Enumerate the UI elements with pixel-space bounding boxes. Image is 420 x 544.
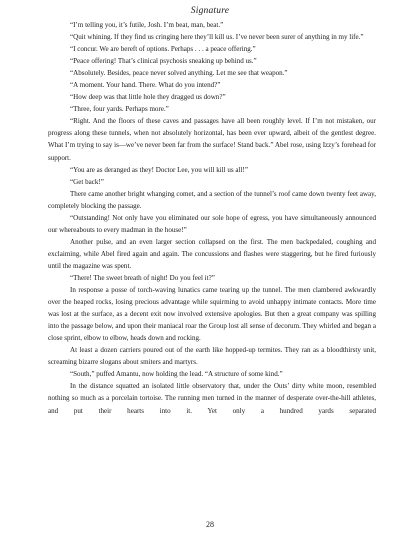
paragraph: “Absolutely. Besides, peace never solved anything. Let me see that weapon.” [70,69,288,78]
paragraph: “How deep was that little hole they dragged us down?” [70,93,226,102]
paragraph: “Three, four yards. Perhaps more.” [70,105,169,114]
paragraph: “I’m telling you, it’s futile, Josh. I’m beat, man, beat.” [70,21,224,29]
paragraph: “I concur. We are bereft of options. Perhaps . . . a peace offering.” [70,45,256,54]
paragraph: “Outstanding! Not only have you eliminated our sole hope of egress, you have simultaneously announced our whereabouts to every madman in the house!” [48,213,376,234]
paragraph: In the distance squatted an isolated little observatory that, under the Outs’ dirty white moon, resembled nothing so much as a porcelain tortoise. The running men turned in the manner of desperate over-the-hill athletes, and put their hearts into it. Yet only a hundred yards separated [48,382,376,415]
paragraph: “Quit whining. If they find us cringing here they’ll kill us. I’ve never been surer of anything in my life.” [70,33,364,42]
paragraph: In response a posse of torch-waving lunatics came tearing up the tunnel. The men clambered awkwardly over the heaped rocks, losing precious advantage while squirming to avoid unhappy intimate contacts. More time was lost at the surface, as a decent exit now involved extensive apologies. But then a great company was spilling into the passage below, and upon their maniacal roar the Group lost all sense of decorum. They whirled and began a close sprint, elbow to elbow, heads down and rocking. [48,286,376,343]
paragraph: “A moment. Your hand. There. What do you intend?” [70,81,221,90]
paragraph: “Right. And the floors of these caves and passages have all been roughly level. If I’m not mistaken, our progress along these tunnels, when not absolutely horizontal, has been ever upward, albeit of the gentlest degree. What I’m trying to say is—we’ve never been far from the surface! Stand back.” Abel rose, using Izzy’s forehead for support. [48,117,376,162]
paragraph: “You are as deranged as they! Doctor Lee, you will kill us all!” [70,165,248,174]
paragraph: “Get back!” [70,177,104,186]
paragraph: At least a dozen carriers poured out of the earth like hopped-up termites. They ran as a bloodthirsty unit, screaming bizarre slogans about smiters and martyrs. [48,346,376,367]
paragraph: “There! The sweet breath of night! Do you feel it?” [70,273,215,282]
paragraph: “South,” puffed Amantu, now holding the lead. “A structure of some kind.” [70,370,283,379]
page-number: 28 [206,520,214,529]
paragraph: Another pulse, and an even larger section collapsed on the first. The men backpedaled, coughing and exclaiming, while Abel fired again and again. The concussions and flashes were staggering, but he fired furiously until the magazine was spent. [48,237,376,270]
running-head: Signature [190,6,230,16]
body-text [48,19,376,417]
paragraph: There came another bright whanging comet, and a section of the tunnel’s roof came down twenty feet away, completely blocking the passage. [48,189,376,210]
paragraph: “Peace offering! That’s clinical psychosis sneaking up behind us.” [70,57,257,66]
